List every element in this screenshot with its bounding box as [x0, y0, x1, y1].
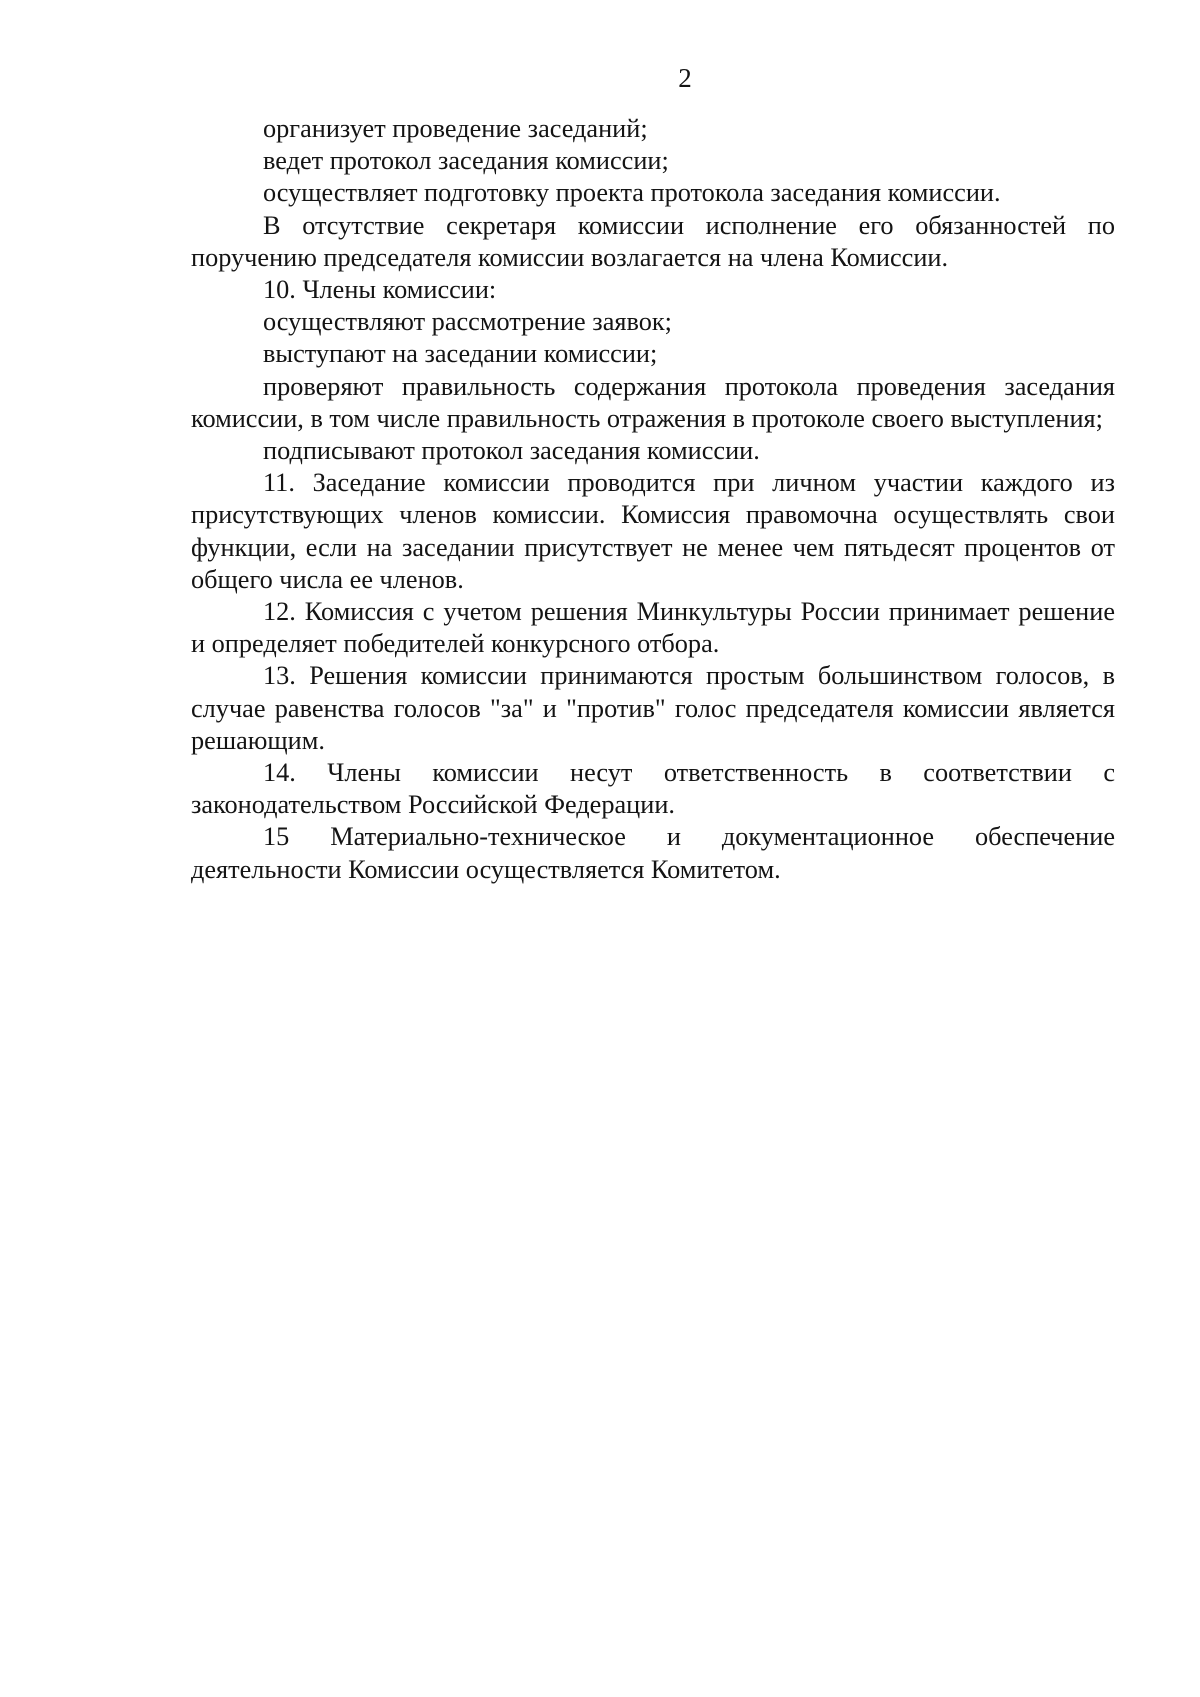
paragraph-item-14: 14. Члены комиссии несут ответственность в соответствии с законодательством Российской Федерации. [191, 758, 1115, 820]
paragraph-item-12: 12. Комиссия с учетом решения Минкультуры России принимает решение и определяет победителей конкурсного отбора. [191, 597, 1115, 659]
page-number: 2 [678, 63, 692, 93]
paragraph-item-10-heading: 10. Члены комиссии: [263, 275, 497, 305]
paragraph-verify-minutes: проверяют правильность содержания протокола проведения заседания комиссии, в том числе правильность отражения в протоколе своего выступления; [191, 371, 1115, 433]
paragraph-item-11: 11. Заседание комиссии проводится при личном участии каждого из присутствующих членов комиссии. Комиссия правомочна осуществлять свои функции, если на заседании присутствует не менее чем пятьдесят процентов от общего числа ее членов. [191, 468, 1115, 594]
paragraph-keeps-minutes: ведет протокол заседания комиссии; [263, 146, 669, 176]
paragraph-review-applications: осуществляют рассмотрение заявок; [263, 307, 672, 337]
paragraph-organizes-meetings: организует проведение заседаний; [263, 114, 648, 143]
document-body [191, 113, 1115, 886]
paragraph-item-13: 13. Решения комиссии принимаются простым большинством голосов, в случае равенства голосов "за" и "против" голос председателя комиссии является решающим. [191, 661, 1115, 755]
paragraph-item-15: 15 Материально-техническое и документационное обеспечение деятельности Комиссии осуществляется Комитетом. [191, 822, 1115, 884]
paragraph-speak-at-meeting: выступают на заседании комиссии; [263, 339, 658, 369]
paragraph-prepares-draft-minutes: осуществляет подготовку проекта протокола заседания комиссии. [263, 178, 1001, 208]
paragraph-secretary-absence: В отсутствие секретаря комиссии исполнение его обязанностей по поручению председателя комиссии возлагается на члена Комиссии. [191, 210, 1115, 272]
paragraph-sign-minutes: подписывают протокол заседания комиссии. [263, 436, 760, 466]
